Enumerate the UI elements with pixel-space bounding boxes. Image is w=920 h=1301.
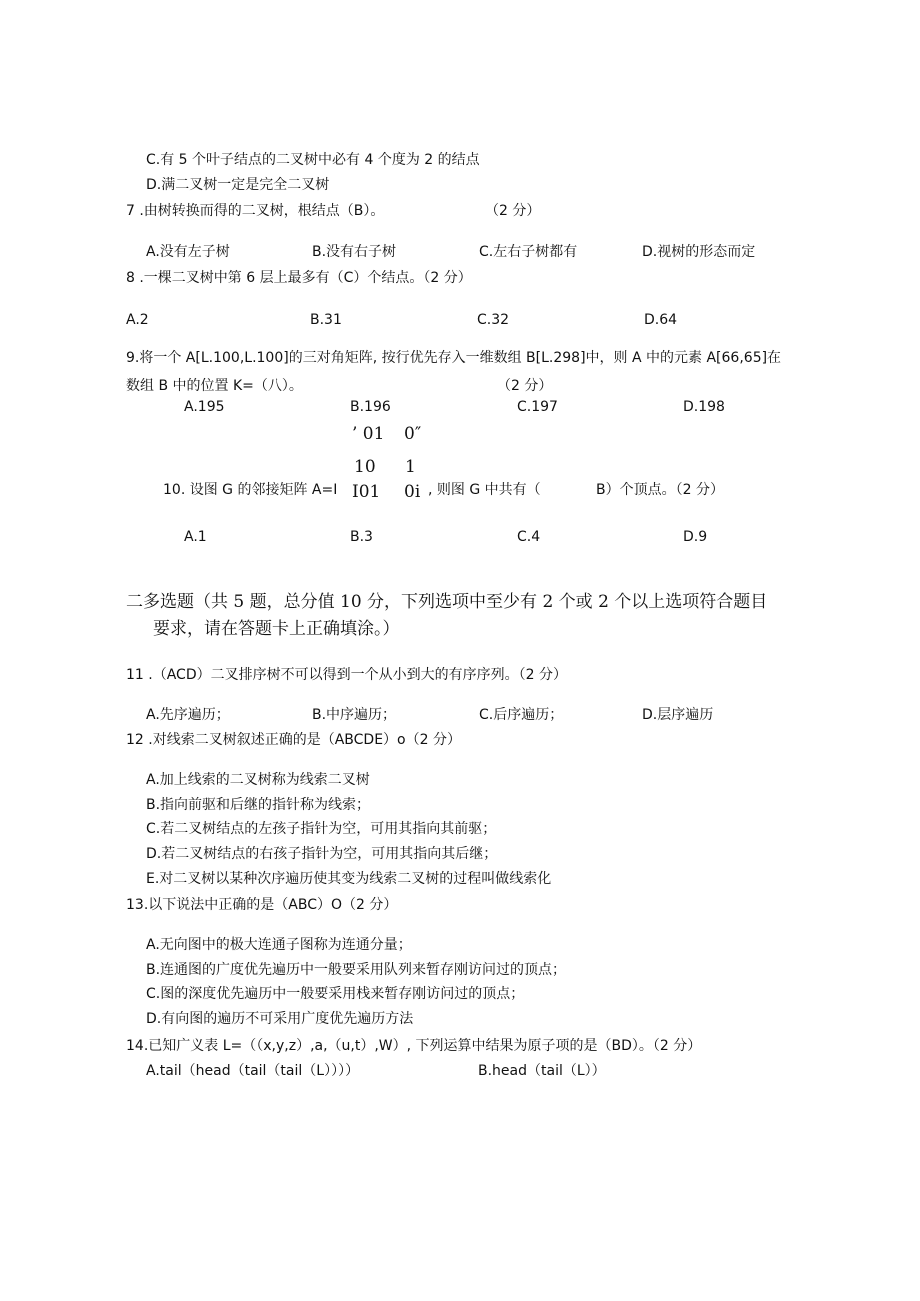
q13-stem: 13.以下说法中正确的是（ABC）O（2 分） <box>126 897 398 913</box>
q10-option-b: B.3 <box>350 529 373 545</box>
q8-option-a: A.2 <box>126 312 149 328</box>
q6-option-d: D.满二叉树一定是完全二叉树 <box>146 177 330 193</box>
q8-stem: 8 .一棵二叉树中第 6 层上最多有（C）个结点。（2 分） <box>126 270 472 286</box>
q8-option-d: D.64 <box>644 312 678 328</box>
q13-option-a: A.无向图中的极大连通子图称为连通分量； <box>146 937 412 953</box>
q14-stem: 14.已知广义表 L=（（x,y,z）,a,（u,t）,W）, 下列运算中结果为原子项的是（BD）。（2 分） <box>126 1038 702 1054</box>
q14-option-b: B.head（tail（L）） <box>478 1063 606 1079</box>
q9-option-a: A.195 <box>184 399 225 415</box>
q13-option-c: C.图的深度优先遍历中一般要采用栈来暂存刚访问过的顶点； <box>146 986 525 1002</box>
q7-stem: 7 .由树转换而得的二叉树，根结点（B）。 <box>126 203 385 219</box>
q7-option-b: B.没有右子树 <box>312 244 397 260</box>
q10-option-d: D.9 <box>683 529 708 545</box>
q11-option-b: B.中序遍历； <box>312 707 397 723</box>
q9-option-b: B.196 <box>350 399 391 415</box>
q10-stem-prefix: 10. 设图 G 的邻接矩阵 A=I <box>163 482 338 498</box>
q11-stem: 11 .（ACD）二叉排序树不可以得到一个从小到大的有序序列。（2 分） <box>126 667 567 683</box>
q12-stem: 12 .对线索二叉树叙述正确的是（ABCDE）o（2 分） <box>126 732 461 748</box>
q7-option-d: D.视树的形态而定 <box>642 244 756 260</box>
q10-option-a: A.1 <box>184 529 207 545</box>
q12-option-e: E.对二叉树以某种次序遍历使其变为线索二叉树的过程叫做线索化 <box>146 871 552 887</box>
section2-heading-line1: 二多选题（共 5 题，总分值 10 分，下列选项中至少有 2 个或 2 个以上选项符合题目 <box>126 592 768 612</box>
q9-stem-line2: 数组 B 中的位置 K=（八）。 <box>126 378 303 394</box>
q9-option-c: C.197 <box>517 399 558 415</box>
q12-option-c: C.若二叉树结点的左孩子指针为空，可用其指向其前驱； <box>146 821 497 837</box>
q7-option-c: C.左右子树都有 <box>479 244 578 260</box>
q7-score: （2 分） <box>485 203 541 219</box>
q12-option-b: B.指向前驱和后继的指针称为线索； <box>146 797 371 813</box>
q11-option-c: C.后序遍历； <box>479 707 564 723</box>
q13-option-b: B.连通图的广度优先遍历中一般要采用队列来暂存刚访问过的顶点； <box>146 962 567 978</box>
q10-matrix-row1-left: ’ 01 <box>352 424 385 444</box>
q8-option-c: C.32 <box>477 312 510 328</box>
q10-matrix-row3-right: 0i <box>404 482 421 502</box>
q10-option-c: C.4 <box>517 529 541 545</box>
q10-answer: B）个顶点。（2 分） <box>596 482 724 498</box>
q10-matrix-row1-right: 0″ <box>404 424 422 444</box>
q6-option-c: C.有 5 个叶子结点的二叉树中必有 4 个度为 2 的结点 <box>146 152 480 168</box>
section2-heading-line2: 要求，请在答题卡上正确填涂。） <box>153 619 400 639</box>
q13-option-d: D.有向图的遍历不可采用广度优先遍历方法 <box>146 1011 414 1027</box>
q9-score: （2 分） <box>497 378 553 394</box>
q10-matrix-row2-left: 10 <box>354 457 376 477</box>
q12-option-d: D.若二叉树结点的右孩子指针为空，可用其指向其后继； <box>146 846 498 862</box>
q11-option-d: D.层序遍历 <box>642 707 714 723</box>
q9-option-d: D.198 <box>683 399 725 415</box>
q8-option-b: B.31 <box>310 312 342 328</box>
q10-stem-suffix: , 则图 G 中共有（ <box>428 482 541 498</box>
q10-matrix-row2-right: 1 <box>405 457 416 477</box>
q10-matrix-row3-left: I01 <box>352 482 381 502</box>
q14-option-a: A.tail（head（tail（tail（L）））） <box>146 1063 360 1079</box>
q11-option-a: A.先序遍历； <box>146 707 230 723</box>
q12-option-a: A.加上线索的二叉树称为线索二叉树 <box>146 772 370 788</box>
q7-option-a: A.没有左子树 <box>146 244 230 260</box>
q9-stem-line1: 9.将一个 A[L.100,L.100]的三对角矩阵, 按行优先存入一维数组 B[L.298]中，则 A 中的元素 A[66,65]在 <box>126 350 782 366</box>
